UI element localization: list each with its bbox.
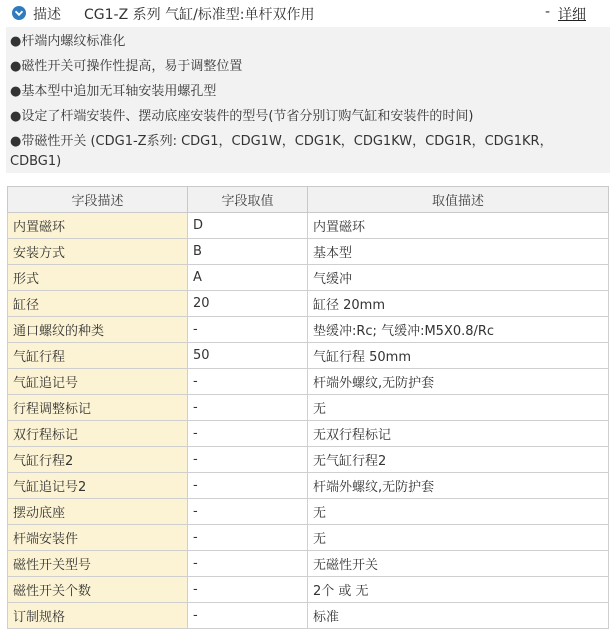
feature-item: ●设定了杆端安装件、摆动底座安装件的型号(节省分别订购气缸和安装件的时间)	[10, 109, 474, 124]
field-name-cell: 缸径	[8, 291, 188, 317]
collapse-toggle-icon[interactable]	[11, 5, 27, 21]
field-value-cell: -	[188, 369, 308, 395]
table-row	[8, 395, 609, 421]
table-row	[8, 239, 609, 265]
table-row	[8, 499, 609, 525]
value-description-cell: 垫缓冲:Rc; 气缓冲:M5X0.8/Rc	[308, 317, 609, 343]
table-row	[8, 603, 609, 629]
table-row	[8, 473, 609, 499]
field-value-cell: -	[188, 473, 308, 499]
value-description-cell: 无	[308, 525, 609, 551]
table-row	[8, 525, 609, 551]
value-description-cell: 2个 或 无	[308, 577, 609, 603]
field-name-cell: 磁性开关型号	[8, 551, 188, 577]
field-name-cell: 内置磁环	[8, 213, 188, 239]
feature-list	[6, 27, 610, 173]
description-header	[0, 0, 616, 26]
value-description-cell: 杆端外螺纹,无防护套	[308, 473, 609, 499]
field-name-cell: 气缸行程2	[8, 447, 188, 473]
field-value-cell: -	[188, 603, 308, 629]
field-name-cell: 气缸行程	[8, 343, 188, 369]
table-row	[8, 343, 609, 369]
value-description-cell: 缸径 20mm	[308, 291, 609, 317]
value-description-cell: 无气缸行程2	[308, 447, 609, 473]
value-description-cell: 基本型	[308, 239, 609, 265]
table-row	[8, 577, 609, 603]
table-row	[8, 317, 609, 343]
field-name-cell: 形式	[8, 265, 188, 291]
value-description-cell: 无双行程标记	[308, 421, 609, 447]
field-value-cell: -	[188, 577, 308, 603]
field-value-cell: 50	[188, 343, 308, 369]
field-name-cell: 摆动底座	[8, 499, 188, 525]
field-name-cell: 磁性开关个数	[8, 577, 188, 603]
field-value-cell: A	[188, 265, 308, 291]
product-title: CG1-Z 系列 气缸/标准型:单杆双作用	[84, 7, 315, 23]
field-value-cell: -	[188, 551, 308, 577]
feature-item: CDBG1)	[10, 154, 62, 169]
value-description-cell: 气缸行程 50mm	[308, 343, 609, 369]
feature-item: ●杆端内螺纹标准化	[10, 34, 126, 49]
field-value-cell: B	[188, 239, 308, 265]
separator: -	[545, 4, 551, 20]
table-row	[8, 369, 609, 395]
value-description-cell: 无	[308, 395, 609, 421]
column-header-value: 字段取值	[188, 187, 308, 213]
value-description-cell: 无	[308, 499, 609, 525]
field-value-cell: -	[188, 525, 308, 551]
field-name-cell: 气缸追记号	[8, 369, 188, 395]
field-name-cell: 通口螺纹的种类	[8, 317, 188, 343]
field-value-cell: -	[188, 317, 308, 343]
value-description-cell: 标准	[308, 603, 609, 629]
feature-item: ●带磁性开关 (CDG1-Z系列: CDG1，CDG1W，CDG1K，CDG1KW，CDG1R，CDG1KR，	[10, 134, 553, 149]
field-value-cell: D	[188, 213, 308, 239]
table-header-row	[8, 187, 609, 213]
table-row	[8, 551, 609, 577]
field-name-cell: 行程调整标记	[8, 395, 188, 421]
field-value-cell: -	[188, 421, 308, 447]
section-label: 描述	[33, 7, 61, 23]
field-name-cell: 双行程标记	[8, 421, 188, 447]
field-name-cell: 杆端安装件	[8, 525, 188, 551]
field-value-cell: 20	[188, 291, 308, 317]
table-row	[8, 291, 609, 317]
table-row	[8, 265, 609, 291]
field-name-cell: 气缸追记号2	[8, 473, 188, 499]
column-header-description: 取值描述	[308, 187, 609, 213]
details-link[interactable]: 详细	[558, 7, 586, 23]
feature-item: ●基本型中追加无耳轴安装用螺孔型	[10, 84, 217, 99]
field-value-cell: -	[188, 395, 308, 421]
feature-item: ●磁性开关可操作性提高，易于调整位置	[10, 59, 243, 74]
value-description-cell: 内置磁环	[308, 213, 609, 239]
table-row	[8, 421, 609, 447]
table-row	[8, 447, 609, 473]
value-description-cell: 气缓冲	[308, 265, 609, 291]
column-header-field: 字段描述	[8, 187, 188, 213]
value-description-cell: 杆端外螺纹,无防护套	[308, 369, 609, 395]
field-value-cell: -	[188, 447, 308, 473]
value-description-cell: 无磁性开关	[308, 551, 609, 577]
field-name-cell: 安装方式	[8, 239, 188, 265]
table-row	[8, 213, 609, 239]
parameter-table	[7, 186, 609, 629]
field-name-cell: 订制规格	[8, 603, 188, 629]
field-value-cell: -	[188, 499, 308, 525]
